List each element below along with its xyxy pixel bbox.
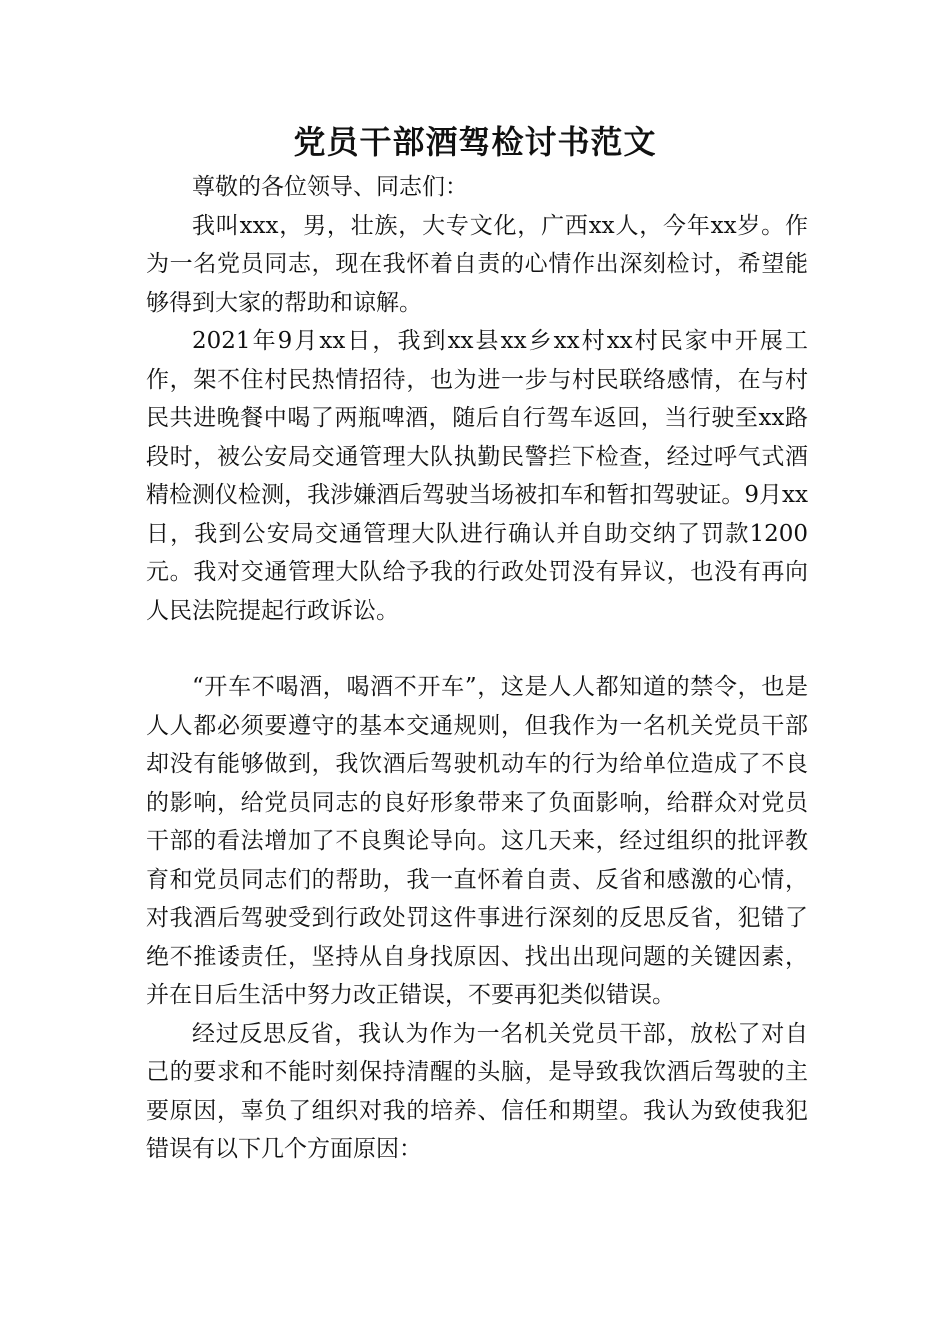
paragraph-causes: 经过反思反省，我认为作为一名机关党员干部，放松了对自己的要求和不能时刻保持清醒的头脑，是导致我饮酒后驾驶的主要原因，辜负了组织对我的培养、信任和期望。我认为致使我犯错误有以下几个方面原因：: [146, 1020, 808, 1162]
paragraph-reflection: “开车不喝酒，喝酒不开车”，这是人人都知道的禁令，也是人人都必须要遵守的基本交通规则，但我作为一名机关党员干部却没有能够做到，我饮酒后驾驶机动车的行为给单位造成了不良的影响，给党员同志的良好形象带来了负面影响，给群众对党员干部的看法增加了不良舆论导向。这几天来，经过组织的批评教育和党员同志们的帮助，我一直怀着自责、反省和感激的心情，对我酒后驾驶受到行政处罚这件事进行深刻的反思反省，犯错了绝不推诿责任，坚持从自身找原因、找出出现问题的关键因素，并在日后生活中努力改正错误，不要再犯类似错误。: [146, 674, 808, 1008]
document-title: 党员干部酒驾检讨书范文: [293, 123, 657, 161]
document-body: [146, 168, 808, 1169]
paragraph-incident: 2021年9月xx日，我到xx县xx乡xx村xx村民家中开展工作，架不住村民热情招待，也为进一步与村民联络感情，在与村民共进晚餐中喝了两瓶啤酒，随后自行驾车返回，当行驶至xx路段时，被公安局交通管理大队执勤民警拦下检查，经过呼气式酒精检测仪检测，我涉嫌酒后驾驶当场被扣车和暂扣驾驶证。9月xx日，我到公安局交通管理大队进行确认并自助交纳了罚款1200元。我对交通管理大队给予我的行政处罚没有异议，也没有再向人民法院提起行政诉讼。: [146, 328, 808, 624]
paragraph-spacer: [146, 630, 808, 668]
paragraph-intro: 我叫xxx，男，壮族，大专文化，广西xx人，今年xx岁。作为一名党员同志，现在我怀着自责的心情作出深刻检讨，希望能够得到大家的帮助和谅解。: [146, 212, 808, 316]
salutation: 尊敬的各位领导、同志们：: [192, 174, 468, 200]
